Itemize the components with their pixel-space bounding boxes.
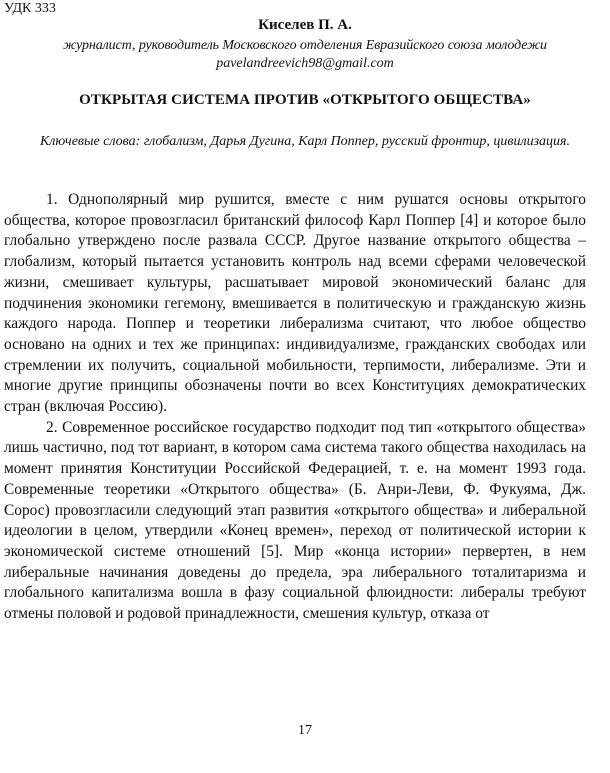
page-number: 17 (298, 723, 312, 738)
keywords: Ключевые слова: глобализм, Дарья Дугина, Карл Поппер, русский фронтир, цивилизация. (39, 134, 571, 149)
article-body (4, 190, 586, 625)
author-email: pavelandreevich98@gmail.com (216, 56, 394, 71)
author-name: Киселев П. А. (258, 17, 352, 33)
author-affiliation: журналист, руководитель Московского отделения Евразийского союза молодежи (63, 38, 547, 53)
paragraph-2: 2. Современное российское государство подходит под тип «открытого общества» лишь частично, под тот вариант, в котором сама система такого общества находилась на момент принятия Конституции Российской Федерацией, т. е. на момент 1993 года. Современные теоретики «Открытого общества» (Б. Анри-Леви, Ф. Фукуяма, Дж. Сорос) провозгласили следующий этап развития «открытого общества» и либеральной идеологии в целом, утвердили «Конец времен», переход от политической истории к экономической системе отношений [5]. Мир «конца истории» первертен, в нем либеральные начинания доведены до предела, эра либерального тоталитаризма и глобального капитализма вошла в фазу социальной флюидности: либералы требуют отмены половой и родовой принадлежности, смешения культур, отказа от (4, 418, 586, 623)
paragraph-1: 1. Однополярный мир рушится, вместе с ним рушатся основы открытого общества, которое провозгласил британский философ Карл Поппер [4] и которое было глобально утверждено после развала СССР. Другое название открытого общества – глобализм, который пытается установить контроль над всеми сферами человеческой жизни, смешивает культуры, расшатывает мировой экономический баланс для подчинения экономики гегемону, вмешивается в политическую и гражданскую жизнь каждого народа. Поппер и теоретики либерализма считают, что любое общество основано на одних и тех же принципах: индивидуализме, гражданских свободах или стремлении их получить, социальной мобильности, терпимости, либерализме. Эти и многие другие принципы обозначены почти во всех Конституциях демократических стран (включая Россию). (4, 191, 586, 416)
article-title: ОТКРЫТАЯ СИСТЕМА ПРОТИВ «ОТКРЫТОГО ОБЩЕСТВА» (79, 92, 531, 108)
udk-code: УДК 333 (4, 1, 56, 16)
